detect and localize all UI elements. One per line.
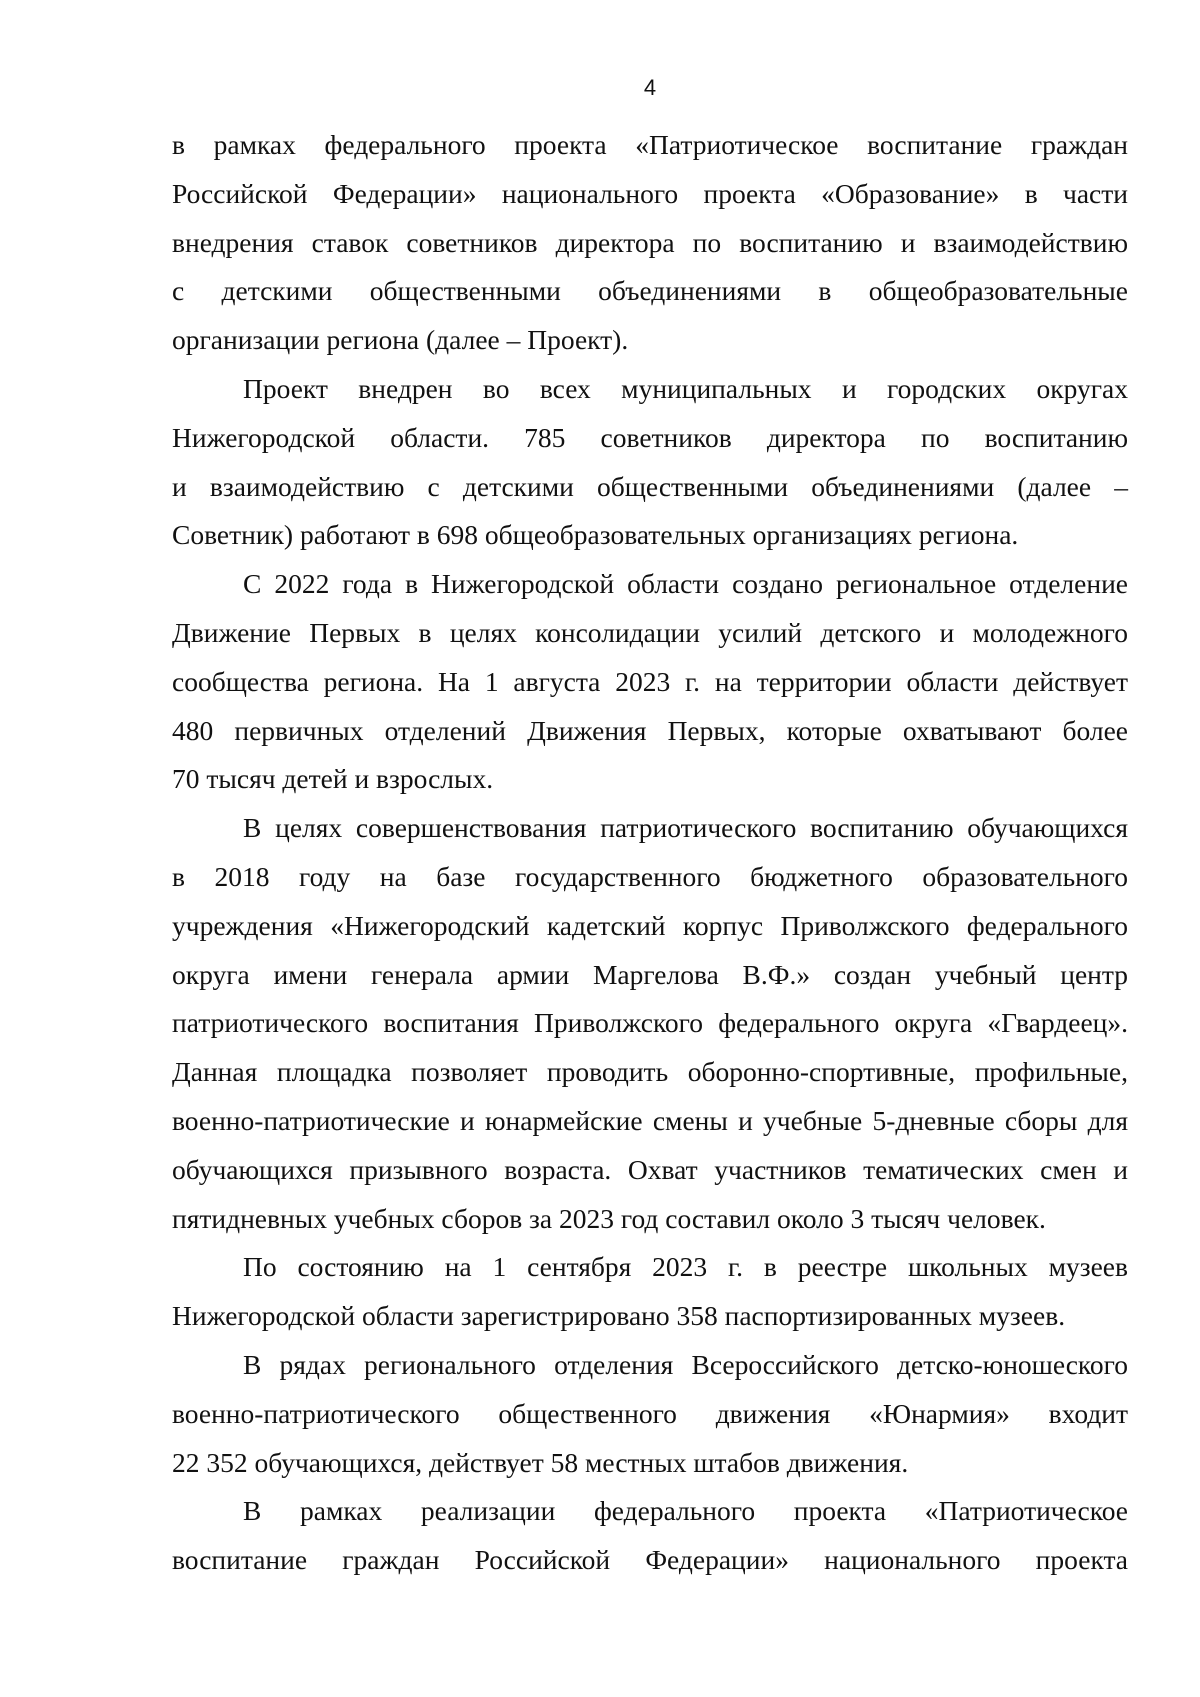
paragraph: [172, 365, 1128, 560]
text-line: Нижегородской области зарегистрировано 358 паспортизированных музеев.: [172, 1300, 1066, 1332]
text-line: В целях совершенствования патриотического воспитанию обучающихся: [243, 812, 1128, 844]
paragraph: [172, 1243, 1128, 1341]
paragraph: [172, 804, 1128, 1243]
text-line: воспитание граждан Российской Федерации» национального проекта: [172, 1544, 1128, 1576]
text-line: в 2018 году на базе государственного бюджетного образовательного: [172, 860, 1128, 892]
text-line: военно-патриотического общественного движения «Юнармия» входит: [172, 1397, 1128, 1429]
text-line: По состоянию на 1 сентября 2023 г. в реестре школьных музеев: [243, 1251, 1128, 1283]
text-line: патриотического воспитания Приволжского федерального округа «Гвардеец».: [172, 1007, 1128, 1039]
text-line: В рамках реализации федерального проекта «Патриотическое: [243, 1495, 1128, 1527]
text-line: внедрения ставок советников директора по воспитанию и взаимодействию: [172, 226, 1128, 258]
text-line: организации региона (далее – Проект).: [172, 324, 629, 356]
text-line: обучающихся призывного возраста. Охват участников тематических смен и: [172, 1153, 1128, 1185]
text-line: Российской Федерации» национального проекта «Образование» в части: [172, 177, 1128, 209]
paragraph: [172, 1487, 1128, 1585]
paragraph: [172, 560, 1128, 804]
text-line: с детскими общественными объединениями в общеобразовательные: [172, 275, 1128, 307]
text-line: Советник) работают в 698 общеобразовательных организациях региона.: [172, 519, 1019, 551]
text-line: округа имени генерала армии Маргелова В.Ф.» создан учебный центр: [172, 958, 1128, 990]
text-line: пятидневных учебных сборов за 2023 год составил около 3 тысяч человек.: [172, 1202, 1046, 1234]
paragraph: [172, 1341, 1128, 1487]
text-line: Движение Первых в целях консолидации усилий детского и молодежного: [172, 616, 1128, 648]
text-line: Нижегородской области. 785 советников директора по воспитанию: [172, 421, 1128, 453]
page-number: 4: [643, 75, 657, 100]
text-line: Проект внедрен во всех муниципальных и городских округах: [243, 372, 1128, 404]
text-line: учреждения «Нижегородский кадетский корпус Приволжского федерального: [172, 909, 1128, 941]
text-line: 480 первичных отделений Движения Первых, которые охватывают более: [172, 714, 1128, 746]
text-line: 70 тысяч детей и взрослых.: [172, 763, 494, 795]
text-line: и взаимодействию с детскими общественными объединениями (далее –: [172, 470, 1128, 502]
text-line: военно-патриотические и юнармейские смены и учебные 5-дневные сборы для: [172, 1104, 1128, 1136]
text-line: В рядах регионального отделения Всероссийского детско-юношеского: [243, 1348, 1128, 1380]
document-body: [172, 121, 1128, 1585]
text-line: сообщества региона. На 1 августа 2023 г. на территории области действует: [172, 665, 1128, 697]
text-line: 22 352 обучающихся, действует 58 местных штабов движения.: [172, 1446, 909, 1478]
text-line: С 2022 года в Нижегородской области создано региональное отделение: [243, 568, 1128, 600]
text-line: в рамках федерального проекта «Патриотическое воспитание граждан: [172, 129, 1128, 160]
text-line: Данная площадка позволяет проводить оборонно-спортивные, профильные,: [172, 1056, 1128, 1088]
paragraph: [172, 121, 1128, 365]
